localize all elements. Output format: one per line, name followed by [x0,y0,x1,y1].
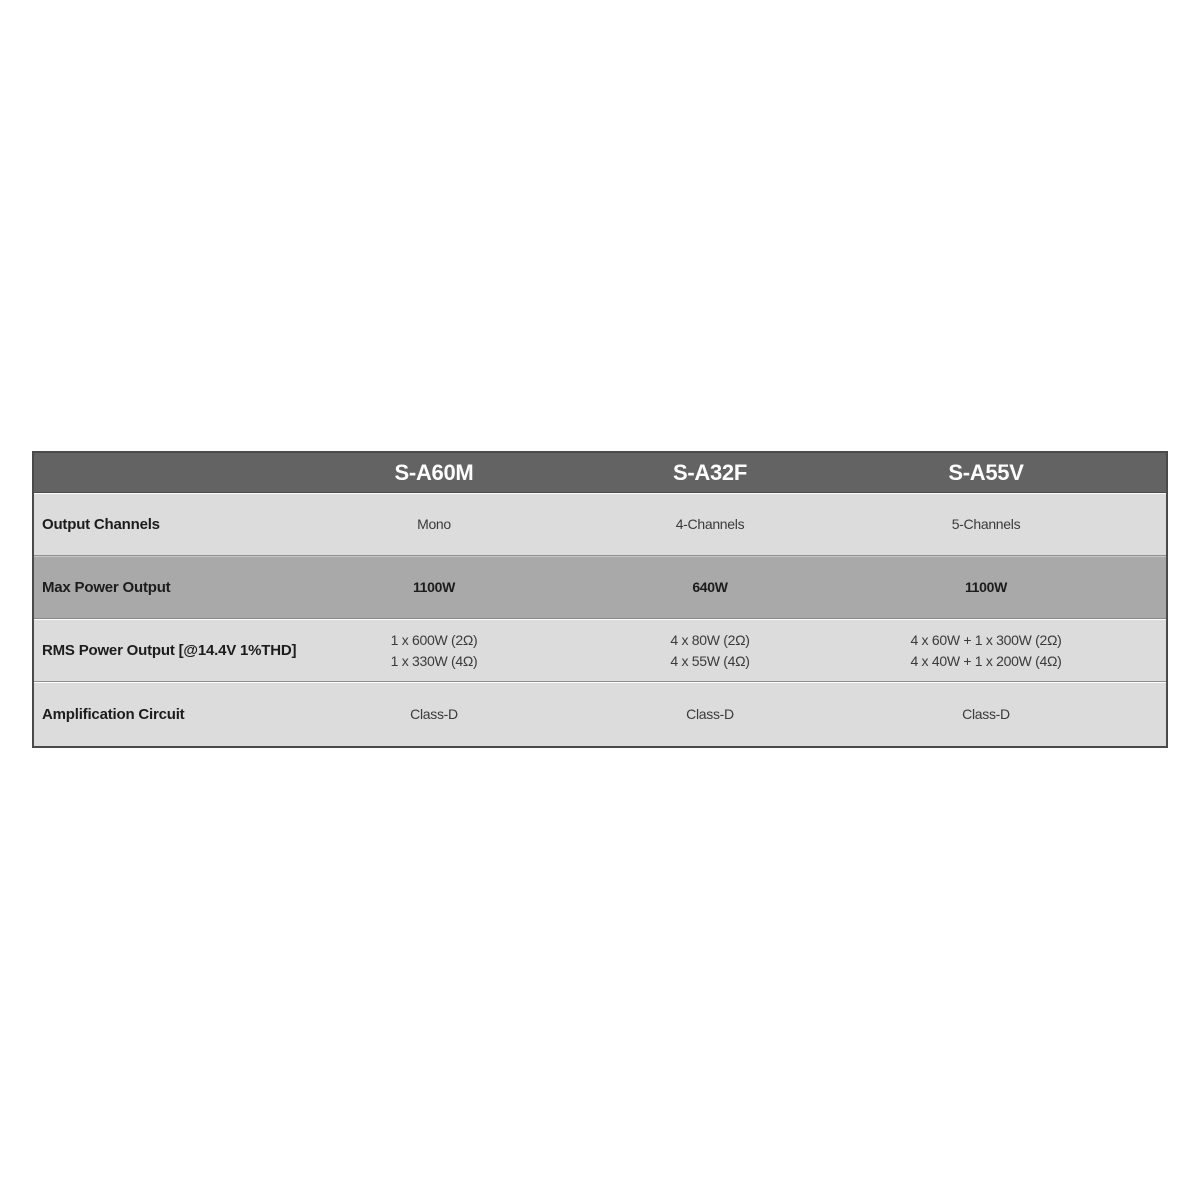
table-cell [296,577,572,598]
model-header-s-a60m: S-A60M [394,459,474,485]
cell-value: Class-D [410,705,458,722]
cell-value: 4-Channels [675,516,745,532]
table-cell [848,514,1124,535]
table-cell [572,514,848,535]
cell-value: Mono [417,516,451,532]
table-cell [296,630,572,672]
table-cell [296,514,572,535]
cell-value: 4 x 40W + 1 x 200W (4Ω) [910,652,1062,669]
cell-value: 1100W [412,579,456,595]
row-label: Max Power Output [42,579,171,596]
model-header-s-a32f: S-A32F [673,459,747,485]
cell-value: 4 x 80W (2Ω) [670,631,750,648]
table-cell [572,630,848,672]
cell-value: 4 x 55W (4Ω) [670,652,750,669]
table-row-max-power-output [34,556,1166,619]
row-label: Output Channels [42,516,160,533]
table-cell [296,704,572,725]
cell-value: Class-D [962,705,1010,722]
cell-value: 1 x 600W (2Ω) [390,631,478,648]
cell-value: Class-D [686,705,734,722]
row-label: Amplification Circuit [42,705,185,723]
cell-value: 640W [692,579,728,595]
cell-value: 4 x 60W + 1 x 300W (2Ω) [910,631,1062,648]
table-row-rms-power-output [34,619,1166,682]
cell-value: 1100W [964,579,1008,595]
row-label: RMS Power Output [@14.4V 1%THD] [42,642,297,659]
table-cell [572,704,848,725]
table-cell [572,577,848,598]
table-cell [848,577,1124,598]
table-row-amplification-circuit [34,682,1166,745]
table-cell [848,630,1124,672]
table-cell [848,704,1124,725]
model-header-s-a55v: S-A55V [948,459,1024,485]
cell-value: 1 x 330W (4Ω) [390,652,478,669]
cell-value: 5-Channels [951,516,1021,532]
table-row-output-channels [34,493,1166,556]
table-header-row [34,453,1166,493]
spec-comparison-table [32,451,1168,748]
